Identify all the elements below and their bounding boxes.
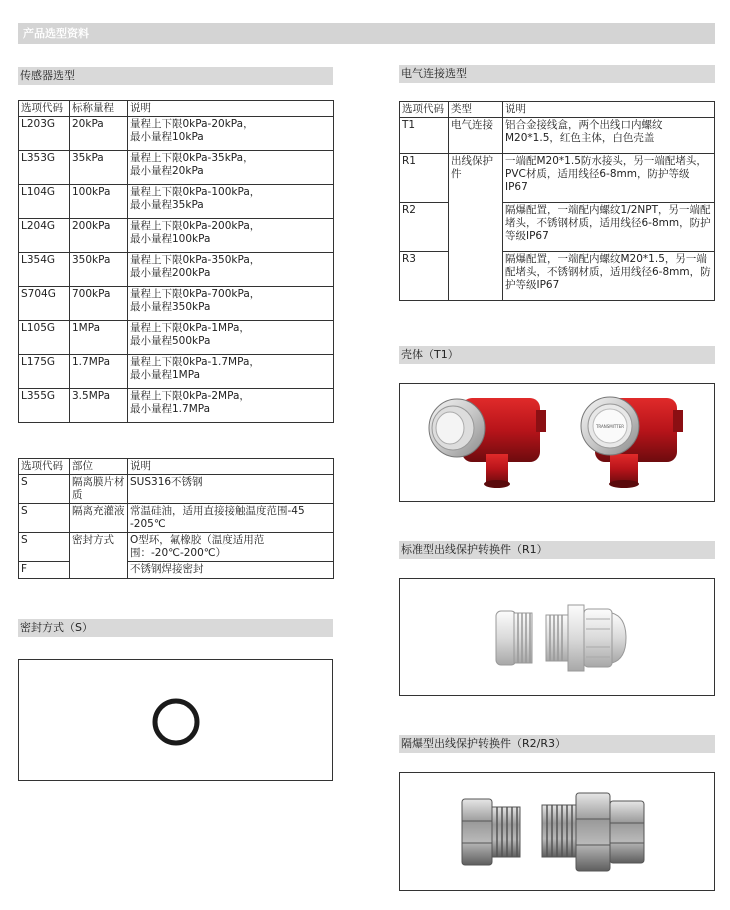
table-row [19,562,334,579]
steel-plug-fitting [462,799,520,865]
cell-desc: 常温硅油，适用直接接触温度范围-45 -205℃ [128,504,334,533]
material-table [18,458,334,579]
housing-front-view [581,397,683,488]
cell-range: 100kPa [70,185,128,219]
cell-code: L355G [19,389,70,423]
desc-line-min: 最小量程500kPa [130,335,211,347]
sensor-table [18,100,334,423]
header-range: 标称量程 [70,101,128,117]
cell-part: 密封方式 [70,533,128,579]
cell-desc: 隔爆配置，一端配内螺纹M20*1.5，另一端配堵头，不锈钢材质，适用线径6-8mm，防护等级IP67 [503,252,715,301]
table-row [19,475,334,504]
table-row [19,287,334,321]
table-row [400,154,715,203]
steel-gland-fitting [542,793,644,871]
cell-range: 1.7MPa [70,355,128,389]
header-part: 部位 [70,459,128,475]
explosion-fitting-section-title: 隔爆型出线保护转换件（R2/R3） [399,735,715,753]
desc-line-min: 最小量程200kPa [130,267,211,279]
housing-image-box [399,383,715,502]
desc-line-range: 量程上下限0kPa-1.7MPa， [130,356,260,368]
table-row [400,118,715,154]
sensor-section-title: 传感器选型 [18,67,333,85]
cell-code: S704G [19,287,70,321]
header-desc: 说明 [128,459,334,475]
cell-desc: SUS316不锈钢 [128,475,334,504]
cell-desc [128,117,334,151]
cell-code: L204G [19,219,70,253]
desc-line-range: 量程上下限0kPa-1MPa， [130,322,250,334]
table-row [19,504,334,533]
table-row [19,253,334,287]
desc-line-min: 最小量程350kPa [130,301,211,313]
cell-code: R1 [400,154,449,203]
cell-part: 隔离充灌液 [70,504,128,533]
cell-range: 200kPa [70,219,128,253]
table-row [19,151,334,185]
cell-range: 35kPa [70,151,128,185]
plug-fitting [496,611,532,665]
cell-code: S [19,475,70,504]
electrical-table [399,101,715,301]
desc-line-min: 最小量程20kPa [130,165,204,177]
header-desc: 说明 [503,102,715,118]
desc-line-range: 量程上下限0kPa-350kPa， [130,254,261,266]
table-row [19,355,334,389]
desc-line-range: 量程上下限0kPa-100kPa， [130,186,261,198]
cell-desc [128,219,334,253]
housing-images [400,384,714,501]
nameplate-label: TRANSMITTER [595,424,625,429]
table-row [400,252,715,301]
header-code: 选项代码 [19,459,70,475]
housing-section-title: 壳体（T1） [399,346,715,364]
cell-code: L105G [19,321,70,355]
cell-part: 隔离膜片材质 [70,475,128,504]
table-row [400,203,715,252]
desc-line-range: 量程上下限0kPa-700kPa， [130,288,261,300]
cell-code: S [19,504,70,533]
cell-desc [128,185,334,219]
cell-code: L354G [19,253,70,287]
o-ring-image [19,660,332,780]
plastic-fittings-image [400,579,714,695]
cell-code: L104G [19,185,70,219]
cell-code: L353G [19,151,70,185]
housing-side-view [429,398,546,488]
table-row [19,117,334,151]
cell-code: F [19,562,70,579]
cell-range: 350kPa [70,253,128,287]
table-row [19,219,334,253]
steel-fittings-image [400,773,714,890]
cell-desc: O型环，氟橡胶（温度适用范围：-20℃-200℃） [128,533,334,562]
cell-desc [128,151,334,185]
cable-gland-fitting [546,605,626,671]
cell-desc [128,389,334,423]
desc-line-min: 最小量程10kPa [130,131,204,143]
standard-fitting-section-title: 标准型出线保护转换件（R1） [399,541,715,559]
desc-line-min: 最小量程100kPa [130,233,211,245]
desc-line-range: 量程上下限0kPa-35kPa， [130,152,254,164]
cell-type: 出线保护件 [449,154,503,301]
table-header-row [400,102,715,118]
standard-fitting-image-box [399,578,715,696]
cell-range: 700kPa [70,287,128,321]
cell-desc: 隔爆配置，一端配内螺纹1/2NPT，另一端配堵头，不锈钢材质，适用线径6-8mm，防护等级IP67 [503,203,715,252]
cell-code: L203G [19,117,70,151]
desc-line-range: 量程上下限0kPa-20kPa， [130,118,254,130]
table-header-row [19,101,334,117]
desc-line-min: 最小量程1.7MPa [130,403,211,415]
cell-desc [128,287,334,321]
page-title: 产品选型资料 [18,23,715,44]
cell-code: R3 [400,252,449,301]
table-row [19,321,334,355]
cell-code: T1 [400,118,449,154]
header-desc: 说明 [128,101,334,117]
cell-desc [128,321,334,355]
cell-code: S [19,533,70,562]
seal-image-box [18,659,333,781]
cell-desc: 不锈钢焊接密封 [128,562,334,579]
cell-desc: 铝合金接线盒，两个出线口内螺纹M20*1.5，红色主体，白色壳盖 [503,118,715,154]
cell-desc: 一端配M20*1.5防水接头，另一端配堵头，PVC材质，适用线径6-8mm，防护等级IP67 [503,154,715,203]
header-type: 类型 [449,102,503,118]
cell-code: L175G [19,355,70,389]
cell-range: 1MPa [70,321,128,355]
cell-desc [128,253,334,287]
electrical-section-title: 电气连接选型 [399,65,715,83]
desc-line-range: 量程上下限0kPa-200kPa， [130,220,261,232]
desc-line-min: 最小量程1MPa [130,369,201,381]
table-row [19,185,334,219]
desc-line-range: 量程上下限0kPa-2MPa， [130,390,250,402]
cell-type: 电气连接 [449,118,503,154]
explosion-fitting-image-box [399,772,715,891]
header-code: 选项代码 [19,101,70,117]
cell-code: R2 [400,203,449,252]
seal-section-title: 密封方式（S） [18,619,333,637]
cell-range: 20kPa [70,117,128,151]
desc-line-min: 最小量程35kPa [130,199,204,211]
cell-range: 3.5MPa [70,389,128,423]
header-code: 选项代码 [400,102,449,118]
table-row [19,389,334,423]
table-header-row [19,459,334,475]
table-row [19,533,334,562]
cell-desc [128,355,334,389]
